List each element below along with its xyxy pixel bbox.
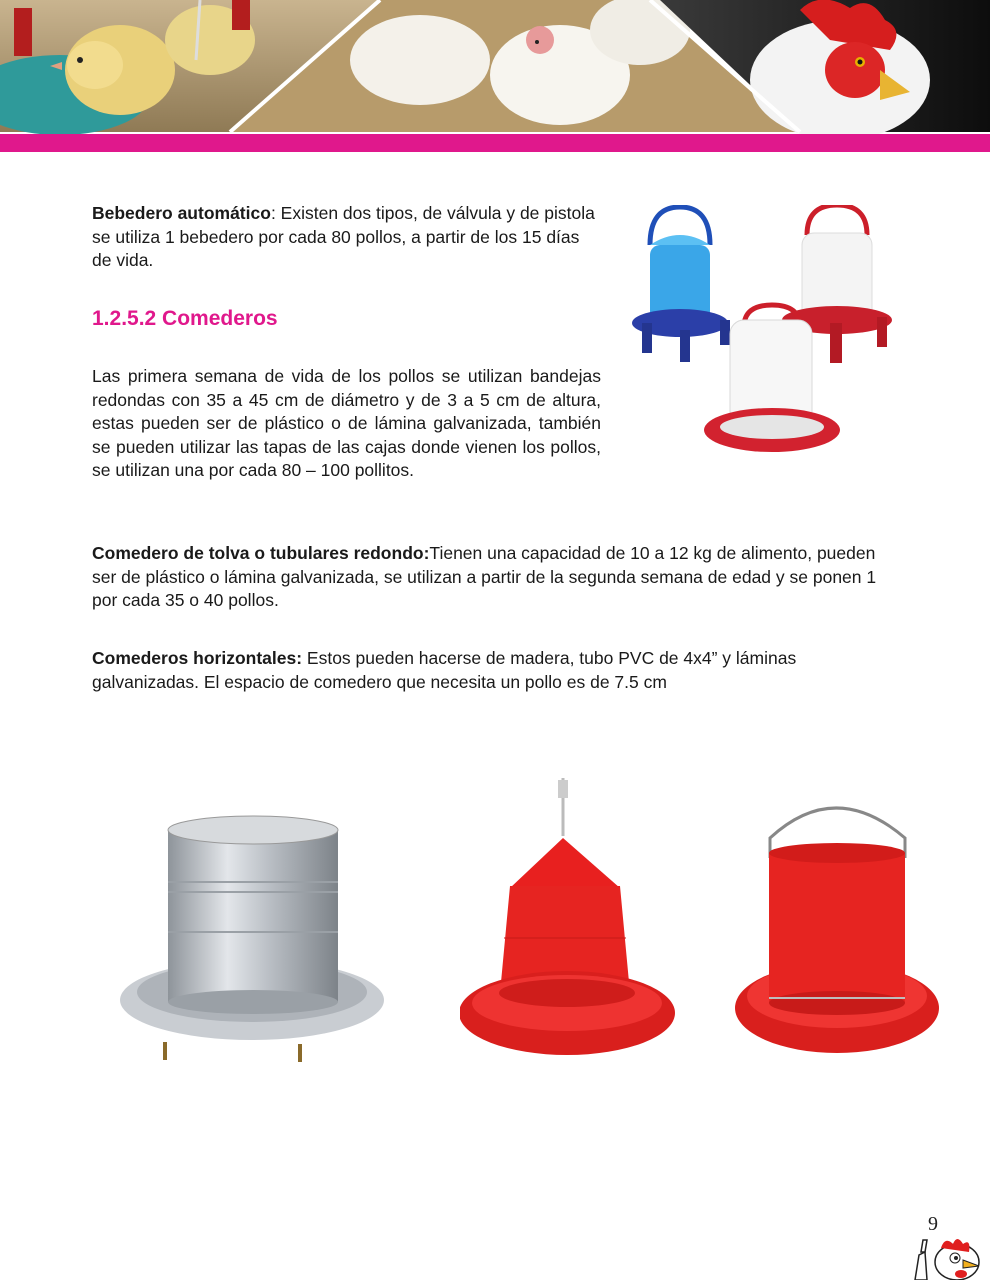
section-paragraph: Las primera semana de vida de los pollos se utilizan bandejas redondas con 35 a 45 cm de diámetro y de 3 a 5 cm de altura, estas pueden ser de plástico o de lámina galvanizada, también se pueden utilizar las tapas de las cajas donde vienen los pollos, se utilizan una por cada 80 – 100 pollitos. — [92, 366, 601, 480]
tolva-paragraph — [92, 542, 900, 613]
drinkers-image — [632, 205, 897, 467]
bebedero-text: : Existen dos tipos, de válvula y de pistola se utiliza 1 bebedero por cada 80 pollos, a partir de los 15 días de vida. — [92, 203, 595, 270]
tolva-term: Comedero de tolva o tubulares redondo: — [92, 543, 430, 563]
header-banner — [0, 0, 990, 152]
bebedero-term: Bebedero automático — [92, 203, 271, 223]
galvanized-feeder-image — [120, 812, 385, 1070]
horizontales-paragraph — [92, 647, 900, 694]
horizontales-term: Comederos horizontales: — [92, 648, 303, 668]
tolva-text: Tienen una capacidad de 10 a 12 kg de alimento, pueden ser de plástico o lámina galvanizada, se utilizan a partir de la segunda semana de edad y se ponen 1 por cada 35 o 40 pollos. — [92, 543, 877, 610]
horizontales-text: Estos pueden hacerse de madera, tubo PVC de 4x4” y láminas galvanizadas. El espacio de comedero que necesita un pollo es de 7.5 cm — [92, 648, 797, 692]
page-number: 9 — [928, 1213, 938, 1235]
rooster-mascot-icon — [905, 1230, 985, 1280]
section-title: 1.2.5.2 Comederos — [92, 307, 278, 330]
bebedero-paragraph — [92, 202, 602, 273]
red-bucket-feeder-image — [735, 798, 940, 1073]
red-hanging-feeder-image — [460, 778, 675, 1070]
